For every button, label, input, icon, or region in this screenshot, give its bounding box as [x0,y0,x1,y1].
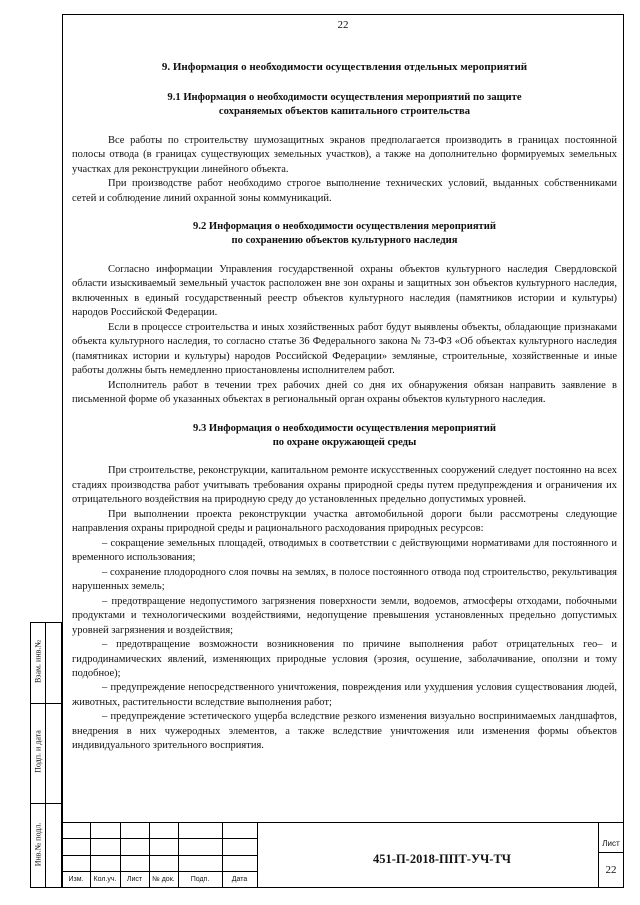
sheet-label: Лист [602,839,620,848]
title-line: 9.2 Информация о необходимости осуществления мероприятий [193,221,496,233]
title-line: по сохранению объектов культурного наследия [231,235,458,247]
list-item: – предотвращение недопустимого загрязнения поверхности земли, водоемов, атмосферы отходами, побочными продуктами и технологическими воздействиями, недопущение превышения установленных предельно допустимых уровней загрязнения и воздействия; [72,595,617,636]
page-number: 22 [337,19,349,31]
title-line: по охране окружающей среды [272,436,417,448]
paragraph: При выполнении проекта реконструкции участка автомобильной дороги были рассмотрены следующие направления охраны природной среды и рационального расходования природных ресурсов: [72,508,617,535]
vzam-inv-label: Взам. инв.№ [33,639,43,684]
paragraph: Все работы по строительству шумозащитных экранов предполагается производить в границах постоянной полосы отвода (в границах существующих земельных участков), а также на дополнительно формируемых земельных участках для реконструкции линейного объекта. [72,134,617,175]
subsection-9-2-title [72,220,617,249]
title-line: 9.1 Информация о необходимости осуществления мероприятий по защите [167,92,522,104]
list-item: – предупреждение эстетического ущерба вследствие резкого изменения визуально воспринимаемых ландшафтов, внедрения в них чужеродных элементов, а также вследствие уничтожения или изменения формы объектов индивидуального зрительного восприятия. [72,711,617,752]
side-stamp [30,622,62,888]
subsection-9-3-title [72,422,617,451]
document-body [72,60,617,754]
title-line: 9.3 Информация о необходимости осуществления мероприятий [193,422,496,434]
paragraph: При производстве работ необходимо строгое выполнение технических условий, выданных собственниками сетей и соблюдение линий охранной зоны коммуникаций. [72,178,617,204]
list-item: – сокращение земельных площадей, отводимых в соответствии с действующими нормативами для постоянного и временного использования; [72,537,617,564]
col-label: Дата [231,876,248,883]
inv-podl-label: Инв.№ подл. [33,822,43,867]
col-label: Подп. [190,876,210,883]
col-label: Изм. [68,876,84,883]
document-code: 451-П-2018-ППТ-УЧ-ТЧ [373,852,511,866]
paragraph: Согласно информации Управления государственной охраны объектов культурного наследия Свердловской области изыскиваемый земельный участок расположен вне зон охраны и защитных зон объектов культурного наследия, включенных в единый государственный реестр объектов культурного наследия (памятников истории и культуры) народов Российской Федерации. [72,263,617,319]
section-heading: 9. Информация о необходимости осуществления отдельных мероприятий [161,61,528,73]
title-block [62,822,624,888]
col-label: Кол.уч. [93,876,117,883]
podp-data-label: Подп. и дата [33,730,43,773]
paragraph: При строительстве, реконструкции, капитальном ремонте искусственных сооружений следует постоянно на всех стадиях производства работ учитывать требования охраны природной среды путем предупреждения и ограничения их отрицательного воздействия на природную среду до установленных предельно допустимых уровней. [72,465,617,506]
title-line: сохраняемых объектов капитального строительства [218,106,471,118]
sheet-number: 22 [605,864,617,876]
list-item: – предупреждение непосредственного уничтожения, повреждения или ухудшения условия существования людей, животных, растительности вследствие выполнения работ; [72,682,617,708]
list-item: – сохранение плодородного слоя почвы на землях, в полосе постоянного отвода под строительство, рекультивация нарушенных земель; [72,566,617,593]
list-item: – предотвращение возможности возникновения по причине выполнения работ отрицательных гео– и гидродинамических явлений, изменяющих природные условия (эрозия, осушение, заболачивание, оползни и тому подобное); [72,639,617,679]
paragraph: Если в процессе строительства и иных хозяйственных работ будут выявлены объекты, обладающие признаками объекта культурного наследия, то согласно статье 36 Федерального закона № 73-ФЗ «Об объектах культурного наследия (памятниках истории и культуры) народов Российской Федерации» земляные, строительные, хозяйственные и иные работы должны быть немедленно приостановлены исполнителем работ. [72,321,617,377]
paragraph: Исполнитель работ в течении трех рабочих дней со дня их обнаружения обязан направить заявление в письменной форме об указанных объектах в региональный орган охраны объектов культурного наследия. [72,379,617,406]
subsection-9-1-title [72,91,617,120]
col-label: № док. [152,876,175,883]
col-label: Лист [126,876,143,883]
